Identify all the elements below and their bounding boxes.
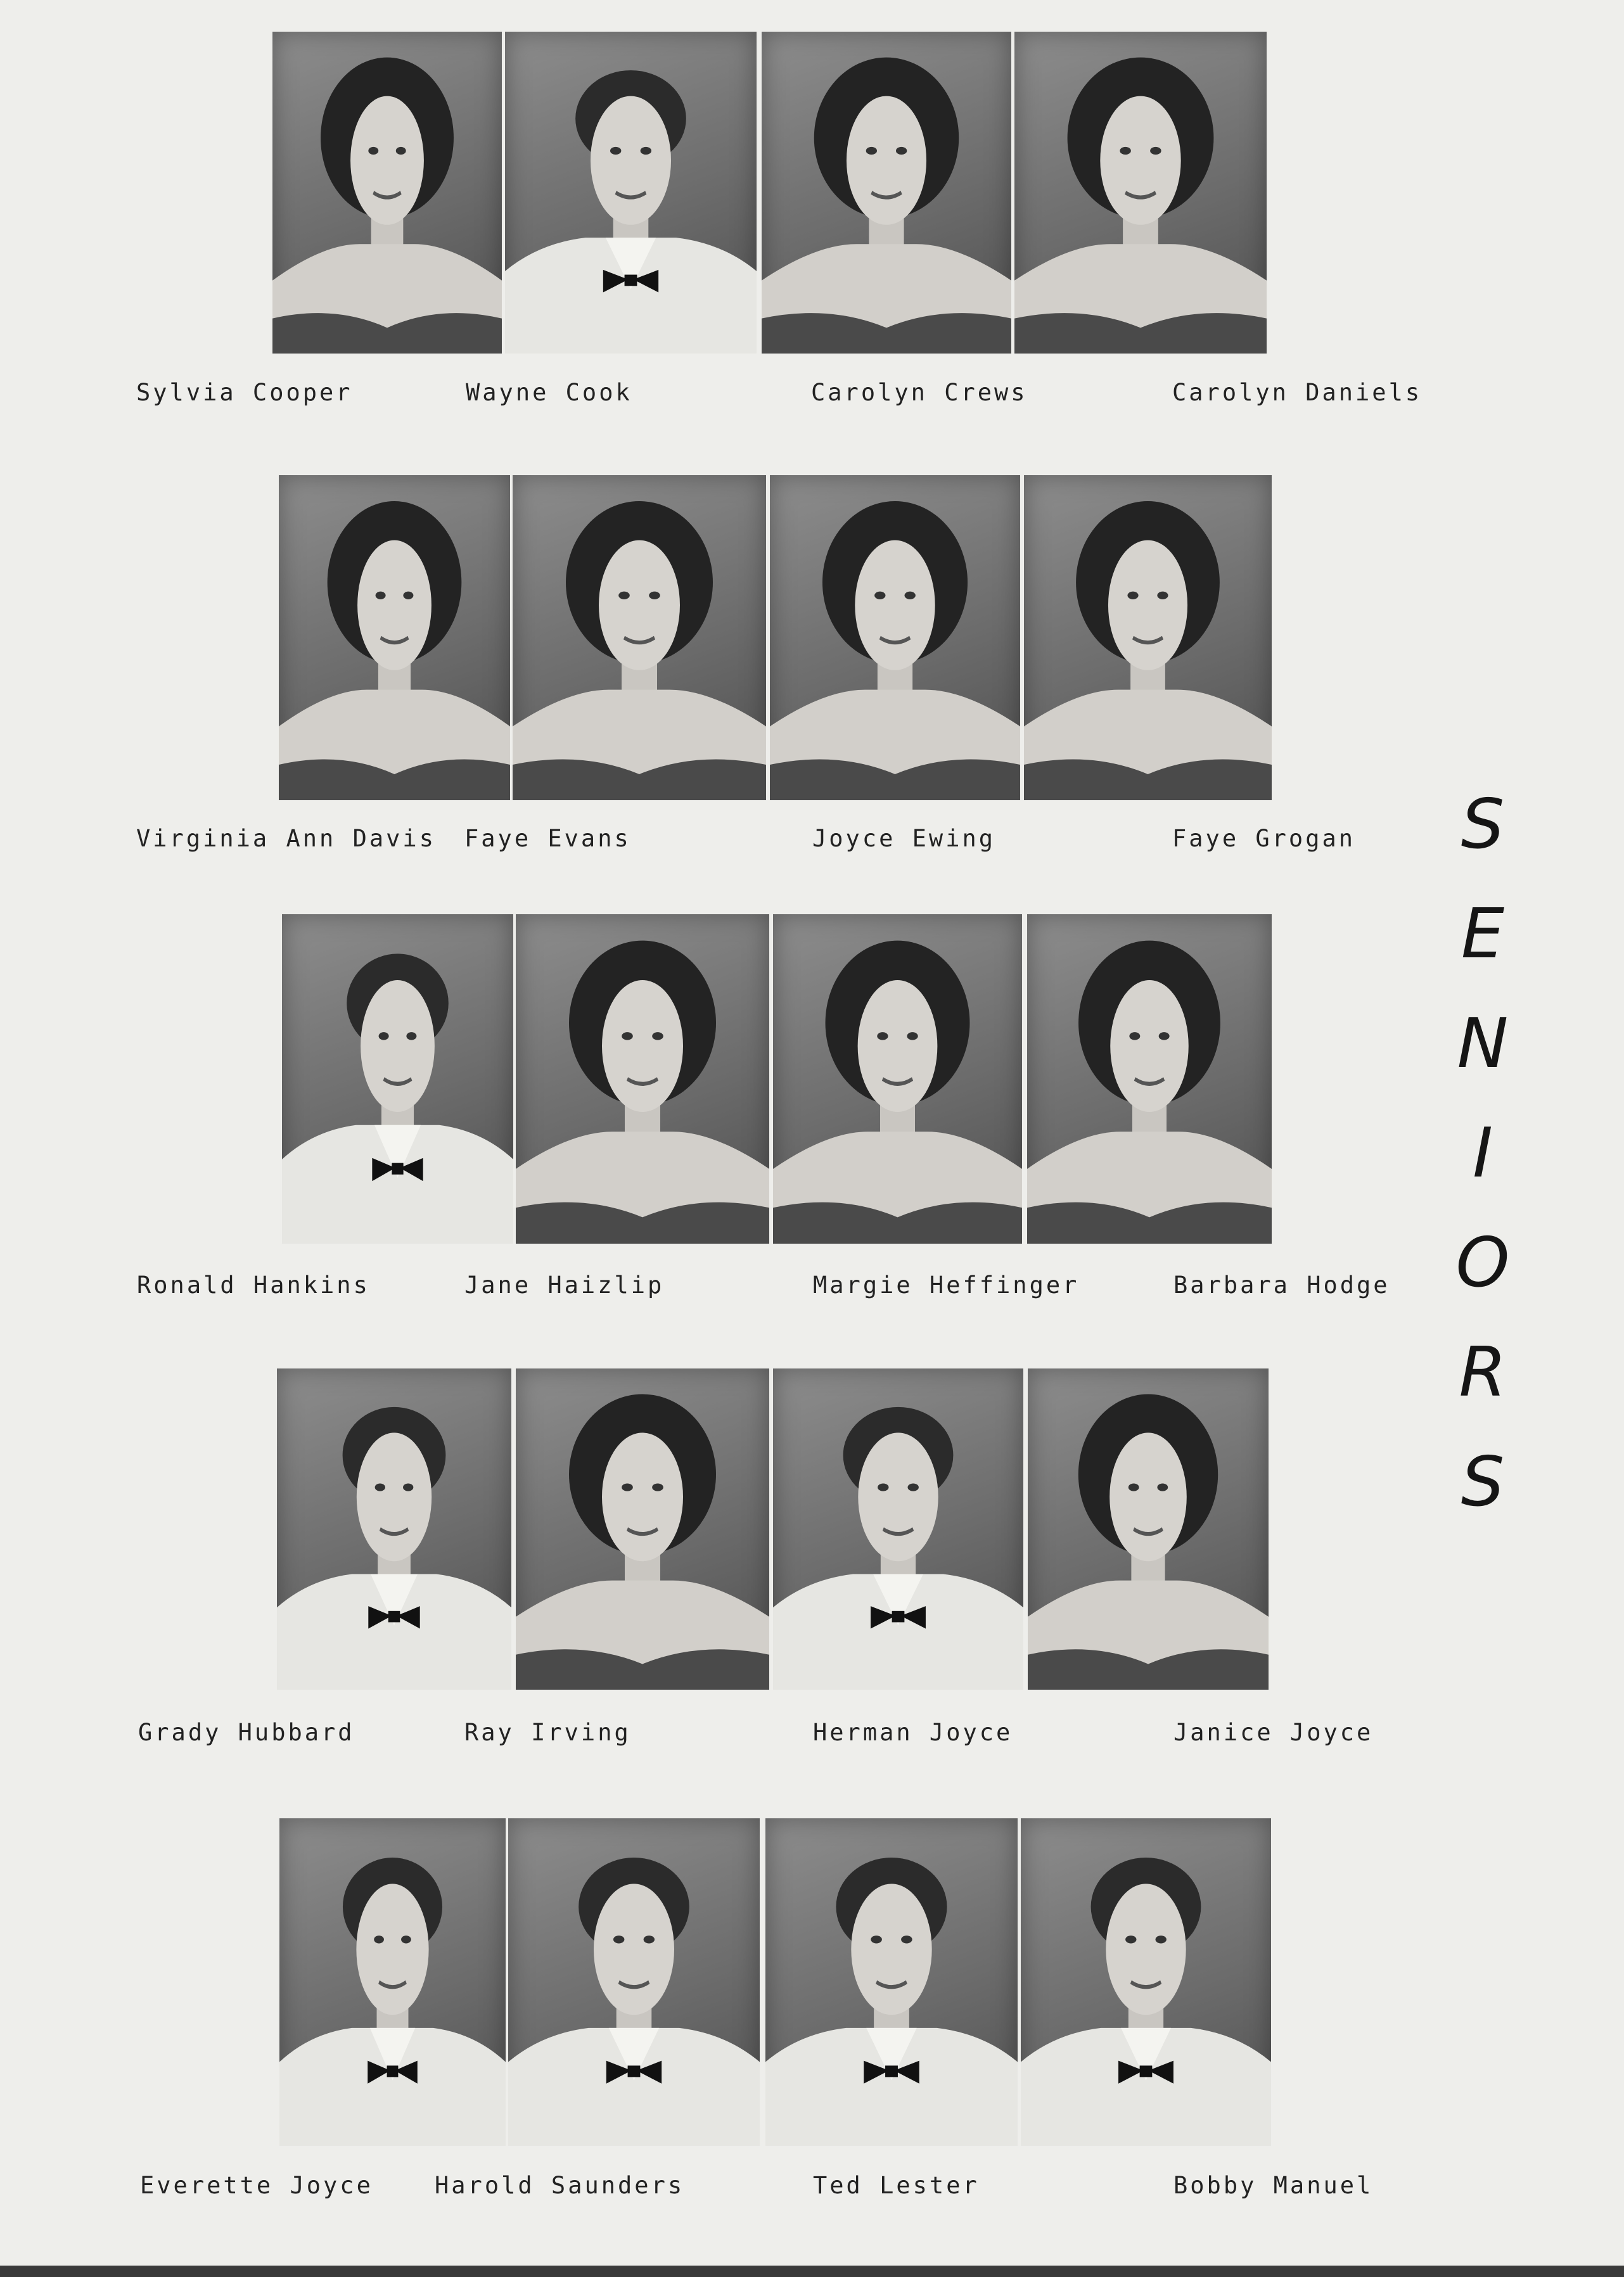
portrait-photo — [1021, 1818, 1271, 2146]
portrait-photo — [516, 1368, 769, 1690]
portrait-photo — [773, 914, 1022, 1244]
page-bottom-edge — [0, 2266, 1624, 2277]
portrait-name: Barbara Hodge — [1173, 1272, 1390, 1299]
portrait-name: Bobby Manuel — [1173, 2172, 1374, 2199]
portrait-photo — [508, 1818, 760, 2146]
portrait-photo — [1024, 475, 1272, 800]
portrait-name: Carolyn Daniels — [1172, 379, 1423, 406]
portrait-photo — [770, 475, 1020, 800]
heading-letter: I — [1473, 1114, 1493, 1193]
heading-letter: S — [1461, 1443, 1505, 1522]
portrait-photo — [762, 32, 1011, 354]
portrait-photo — [277, 1368, 511, 1690]
portrait-photo — [1028, 1368, 1269, 1690]
portrait-name: Carolyn Crews — [811, 379, 1028, 406]
heading-letter: R — [1459, 1333, 1507, 1412]
portrait-name: Virginia Ann Davis — [136, 825, 436, 852]
portrait-name: Sylvia Cooper — [136, 379, 353, 406]
portrait-name: Janice Joyce — [1173, 1719, 1374, 1746]
portrait-photo — [765, 1818, 1018, 2146]
portrait-photo — [773, 1368, 1023, 1690]
portrait-name: Ray Irving — [464, 1719, 631, 1746]
portrait-photo — [513, 475, 766, 800]
portrait-photo — [1014, 32, 1267, 354]
portrait-photo — [279, 475, 510, 800]
portrait-name: Faye Evans — [464, 825, 631, 852]
heading-letter: S — [1461, 785, 1505, 864]
portrait-name: Everette Joyce — [140, 2172, 373, 2199]
portrait-name: Ted Lester — [813, 2172, 980, 2199]
portrait-photo — [282, 914, 513, 1244]
portrait-photo — [505, 32, 757, 354]
portrait-name: Faye Grogan — [1172, 825, 1356, 852]
portrait-name: Margie Heffinger — [813, 1272, 1080, 1299]
portrait-name: Harold Saunders — [435, 2172, 685, 2199]
heading-letter: O — [1455, 1223, 1510, 1303]
portrait-name: Grady Hubbard — [138, 1719, 355, 1746]
heading-letter: N — [1457, 1004, 1509, 1083]
portrait-photo — [272, 32, 502, 354]
portrait-name: Wayne Cook — [466, 379, 632, 406]
portrait-photo — [279, 1818, 506, 2146]
portrait-name: Jane Haizlip — [464, 1272, 665, 1299]
portrait-name: Joyce Ewing — [812, 825, 996, 852]
seniors-heading — [1451, 770, 1514, 1537]
portrait-photo — [1027, 914, 1272, 1244]
portrait-photo — [516, 914, 769, 1244]
heading-letter: E — [1461, 895, 1505, 974]
portrait-name: Herman Joyce — [813, 1719, 1013, 1746]
portrait-name: Ronald Hankins — [137, 1272, 370, 1299]
